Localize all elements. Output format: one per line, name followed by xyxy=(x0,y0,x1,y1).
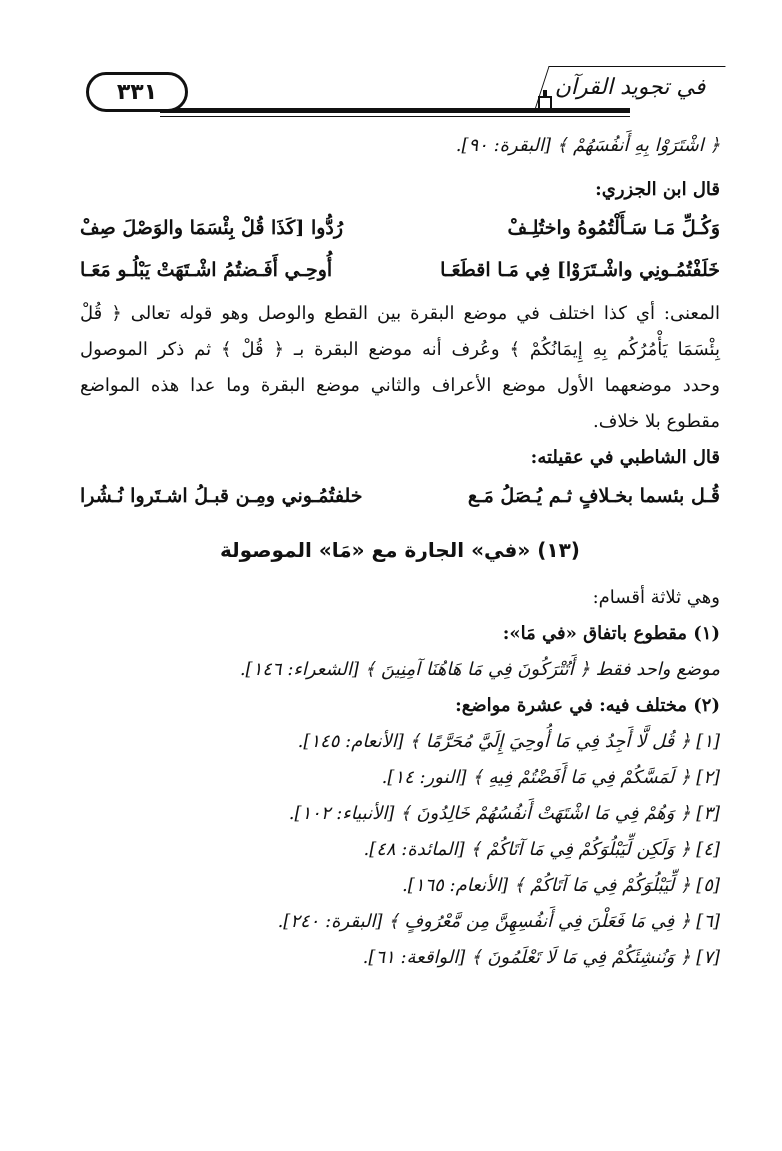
jazari-verse-1-left: رُدُّوا [كَذَا قُلْ بِئْسَمَا والوَصْلَ صِفْ xyxy=(80,217,344,239)
list-item: [٣] ﴿ وَهُمْ فِي مَا اشْتَهَتْ أَنفُسُهُمْ خَالِدُونَ ﴾ [الأنبياء: ١٠٢]. xyxy=(288,803,720,824)
jazari-label: قال ابن الجزري: xyxy=(595,179,720,200)
list-item: [٥] ﴿ لِّيَبْلُوَكُمْ فِي مَا آتَاكُمْ ﴾ [الأنعام: ١٦٥]. xyxy=(402,875,720,896)
list-item: [١] ﴿ قُل لَّا أَجِدُ فِي مَا أُوحِيَ إِلَيَّ مُحَرَّمًا ﴾ [الأنعام: ١٤٥]. xyxy=(297,731,720,752)
jazari-verse-2-right: خَلَفْتُمُـونِي واشْـتَرَوْا] فِي مَـا اقطَعَـا xyxy=(440,259,720,281)
shatibi-verse xyxy=(80,478,720,514)
shatibi-label: قال الشاطبي في عقيلته: xyxy=(530,447,720,468)
list-item: [٤] ﴿ وَلَكِن لِّيَبْلُوَكُمْ فِي مَا آتَاكُمْ ﴾ [المائدة: ٤٨]. xyxy=(363,839,720,860)
page-header xyxy=(60,62,720,122)
list-item: [٦] ﴿ فِي مَا فَعَلْنَ فِي أَنفُسِهِنَّ مِن مَّعْرُوفٍ ﴾ [البقرة: ٢٤٠]. xyxy=(277,911,720,932)
intro-line: وهي ثلاثة أقسام: xyxy=(592,587,720,608)
header-rule-thin xyxy=(160,116,630,117)
meaning-line-1: المعنى: أي كذا اختلف في موضع البقرة بين القطع والوصل وهو قوله تعالى ﴿ قُلْ xyxy=(80,303,720,324)
page-number: ٣٣١ xyxy=(86,72,188,112)
shatibi-verse-right: قُـل بئسما بخـلافٍ ثـم يُـصَلُ مَـع xyxy=(467,485,720,507)
part1-label: (١) مقطوع باتفاق «في مَا»: xyxy=(502,623,720,644)
list-item: [٢] ﴿ لَمَسَّكُمْ فِي مَا أَفَضْتُمْ فِيهِ ﴾ [النور: ١٤]. xyxy=(381,767,720,788)
jazari-verse-1 xyxy=(80,210,720,246)
jazari-verse-2-left: أُوحِـي أَفَـضتُمُ اشْـتَهَتْ يَبْلُـو مَعَـا xyxy=(80,259,333,281)
meaning-line-3: وحدد موضعهما الأول موضع الأعراف والثاني موضع البقرة وما عدا هذه المواضع xyxy=(80,375,720,396)
section-heading: (١٣) «في» الجارة مع «مَا» الموصولة xyxy=(220,538,580,562)
page-body xyxy=(80,128,720,976)
list-item: [٧] ﴿ وَنُنشِئَكُمْ فِي مَا لَا تَعْلَمُونَ ﴾ [الواقعة: ٦١]. xyxy=(362,947,720,968)
jazari-verse-2 xyxy=(80,252,720,288)
shatibi-verse-left: خلفتُمُـوني ومِـن قبـلُ اشـتَروا نُـشُرا xyxy=(80,485,363,507)
book-title: في تجويد القرآن xyxy=(554,75,706,100)
meaning-line-2: بِئْسَمَا يَأْمُرُكُم بِهِ إِيمَانُكُمْ ﴾ وعُرف أنه موضع البقرة بـ ﴿ قُلْ ﴾ ثم ذكر الموصول xyxy=(80,339,720,360)
part2-label: (٢) مختلف فيه: في عشرة مواضع: xyxy=(455,695,720,716)
part1-text: موضع واحد فقط ﴿ أَتُتْرَكُونَ فِي مَا هَاهُنَا آمِنِينَ ﴾ [الشعراء: ١٤٦]. xyxy=(239,659,720,680)
meaning-line-4: مقطوع بلا خلاف. xyxy=(593,411,720,432)
jazari-verse-1-right: وَكُـلِّ مَـا سَـأَلْتُمُوهُ واختُلِـفْ xyxy=(507,217,720,239)
verse-reference-line: ﴿ اشْتَرَوْا بِهِ أَنفُسَهُمْ ﴾ [البقرة: ٩٠]. xyxy=(455,135,720,156)
